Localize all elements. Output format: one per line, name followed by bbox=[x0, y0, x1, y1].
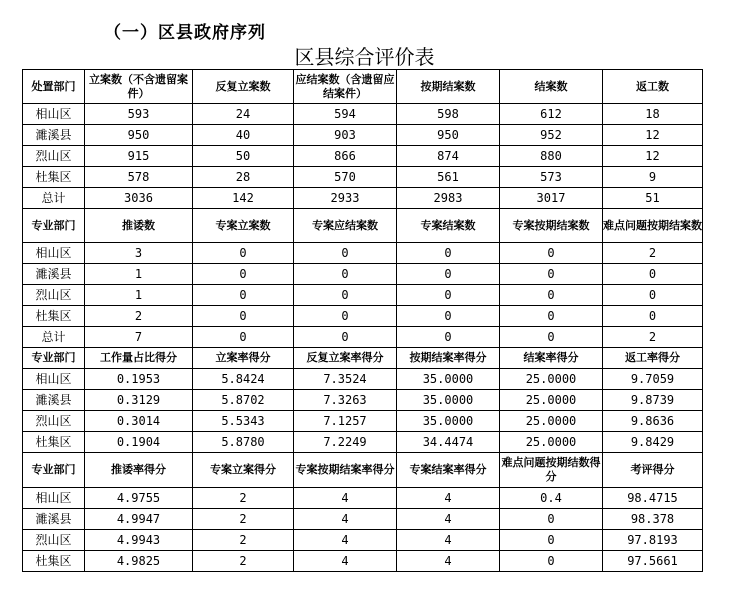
row-label: 杜集区 bbox=[23, 306, 85, 327]
section2-header-row bbox=[23, 209, 703, 243]
table-cell: 0 bbox=[500, 551, 603, 572]
table-title: 区县综合评价表 bbox=[294, 45, 435, 69]
table-cell: 0 bbox=[397, 285, 500, 306]
table-cell: 0 bbox=[193, 264, 294, 285]
table-cell: 98.378 bbox=[603, 509, 703, 530]
table-row bbox=[23, 146, 703, 167]
table-cell: 97.8193 bbox=[603, 530, 703, 551]
table-row bbox=[23, 530, 703, 551]
table-row bbox=[23, 167, 703, 188]
table-cell: 4 bbox=[294, 551, 397, 572]
table-cell: 35.0000 bbox=[397, 411, 500, 432]
row-label: 烈山区 bbox=[23, 411, 85, 432]
row-label: 烈山区 bbox=[23, 285, 85, 306]
table-cell: 4.9825 bbox=[85, 551, 193, 572]
table-cell: 25.0000 bbox=[500, 369, 603, 390]
table-row bbox=[23, 369, 703, 390]
column-header: 专案立案得分 bbox=[193, 453, 294, 488]
table-cell: 0 bbox=[603, 306, 703, 327]
table-cell: 0 bbox=[294, 327, 397, 348]
table-cell: 28 bbox=[193, 167, 294, 188]
table-cell: 4 bbox=[397, 488, 500, 509]
table-cell: 0.4 bbox=[500, 488, 603, 509]
table-row bbox=[23, 285, 703, 306]
column-header: 推诿数 bbox=[85, 209, 193, 243]
table-cell: 0 bbox=[294, 285, 397, 306]
table-cell: 3036 bbox=[85, 188, 193, 209]
table-cell: 7.2249 bbox=[294, 432, 397, 453]
table-cell: 0 bbox=[603, 285, 703, 306]
row-label: 濉溪县 bbox=[23, 390, 85, 411]
table-cell: 4.9943 bbox=[85, 530, 193, 551]
table-cell: 4 bbox=[294, 530, 397, 551]
table-cell: 5.8424 bbox=[193, 369, 294, 390]
table-cell: 25.0000 bbox=[500, 432, 603, 453]
table-cell: 142 bbox=[193, 188, 294, 209]
table-cell: 25.0000 bbox=[500, 390, 603, 411]
table-cell: 0 bbox=[397, 243, 500, 264]
table-cell: 2 bbox=[85, 306, 193, 327]
column-header: 返工率得分 bbox=[603, 348, 703, 369]
table-cell: 1 bbox=[85, 285, 193, 306]
table-row bbox=[23, 551, 703, 572]
column-header: 专案应结案数 bbox=[294, 209, 397, 243]
column-header: 专案立案数 bbox=[193, 209, 294, 243]
table-cell: 573 bbox=[500, 167, 603, 188]
table-cell: 0.1953 bbox=[85, 369, 193, 390]
column-header: 工作量占比得分 bbox=[85, 348, 193, 369]
table-cell: 4 bbox=[397, 509, 500, 530]
table-cell: 0 bbox=[500, 530, 603, 551]
row-label: 杜集区 bbox=[23, 551, 85, 572]
row-label: 烈山区 bbox=[23, 146, 85, 167]
column-header: 专业部门 bbox=[23, 348, 85, 369]
table-cell: 2983 bbox=[397, 188, 500, 209]
row-label: 杜集区 bbox=[23, 167, 85, 188]
table-cell: 5.8780 bbox=[193, 432, 294, 453]
table-cell: 0.1904 bbox=[85, 432, 193, 453]
evaluation-table bbox=[22, 69, 703, 572]
table-cell: 0 bbox=[294, 243, 397, 264]
table-cell: 7.1257 bbox=[294, 411, 397, 432]
table-cell: 34.4474 bbox=[397, 432, 500, 453]
table-cell: 950 bbox=[85, 125, 193, 146]
table-cell: 0.3014 bbox=[85, 411, 193, 432]
table-cell: 0 bbox=[397, 264, 500, 285]
table-cell: 7.3263 bbox=[294, 390, 397, 411]
section1-header-row bbox=[23, 70, 703, 104]
row-label: 相山区 bbox=[23, 369, 85, 390]
table-cell: 0 bbox=[500, 306, 603, 327]
table-row bbox=[23, 432, 703, 453]
table-row bbox=[23, 264, 703, 285]
row-label: 相山区 bbox=[23, 243, 85, 264]
table-row bbox=[23, 488, 703, 509]
column-header: 专业部门 bbox=[23, 209, 85, 243]
table-cell: 40 bbox=[193, 125, 294, 146]
table-cell: 2 bbox=[193, 530, 294, 551]
table-cell: 903 bbox=[294, 125, 397, 146]
table-cell: 7 bbox=[85, 327, 193, 348]
table-cell: 18 bbox=[603, 104, 703, 125]
table-row bbox=[23, 411, 703, 432]
table-cell: 7.3524 bbox=[294, 369, 397, 390]
table-cell: 0 bbox=[500, 327, 603, 348]
table-row bbox=[23, 125, 703, 146]
column-header: 考评得分 bbox=[603, 453, 703, 488]
table-cell: 612 bbox=[500, 104, 603, 125]
column-header: 立案率得分 bbox=[193, 348, 294, 369]
column-header: 专案结案率得分 bbox=[397, 453, 500, 488]
table-cell: 915 bbox=[85, 146, 193, 167]
table-cell: 1 bbox=[85, 264, 193, 285]
table-cell: 880 bbox=[500, 146, 603, 167]
table-row bbox=[23, 243, 703, 264]
column-header: 返工数 bbox=[603, 70, 703, 104]
table-cell: 98.4715 bbox=[603, 488, 703, 509]
table-cell: 12 bbox=[603, 125, 703, 146]
column-header: 难点问题按期结数得分 bbox=[500, 453, 603, 488]
table-cell: 4.9755 bbox=[85, 488, 193, 509]
table-cell: 5.5343 bbox=[193, 411, 294, 432]
table-cell: 0 bbox=[193, 306, 294, 327]
table-row bbox=[23, 306, 703, 327]
table-cell: 25.0000 bbox=[500, 411, 603, 432]
row-label: 相山区 bbox=[23, 104, 85, 125]
table-cell: 9.8739 bbox=[603, 390, 703, 411]
table-cell: 0 bbox=[500, 264, 603, 285]
row-label: 相山区 bbox=[23, 488, 85, 509]
row-label: 濉溪县 bbox=[23, 125, 85, 146]
column-header: 难点问题按期结案数 bbox=[603, 209, 703, 243]
column-header: 专案按期结案率得分 bbox=[294, 453, 397, 488]
table-cell: 4.9947 bbox=[85, 509, 193, 530]
table-cell: 4 bbox=[294, 509, 397, 530]
table-row bbox=[23, 509, 703, 530]
column-header: 处置部门 bbox=[23, 70, 85, 104]
column-header: 专案结案数 bbox=[397, 209, 500, 243]
table-cell: 0 bbox=[294, 306, 397, 327]
table-cell: 9.8429 bbox=[603, 432, 703, 453]
column-header: 结案率得分 bbox=[500, 348, 603, 369]
table-cell: 0 bbox=[500, 509, 603, 530]
table-cell: 0 bbox=[603, 264, 703, 285]
table-cell: 9.8636 bbox=[603, 411, 703, 432]
table-cell: 97.5661 bbox=[603, 551, 703, 572]
table-cell: 570 bbox=[294, 167, 397, 188]
table-cell: 866 bbox=[294, 146, 397, 167]
table-cell: 874 bbox=[397, 146, 500, 167]
table-cell: 594 bbox=[294, 104, 397, 125]
table-cell: 578 bbox=[85, 167, 193, 188]
row-label: 濉溪县 bbox=[23, 509, 85, 530]
column-header: 反复立案率得分 bbox=[294, 348, 397, 369]
table-cell: 2 bbox=[603, 243, 703, 264]
column-header: 反复立案数 bbox=[193, 70, 294, 104]
table-cell: 3017 bbox=[500, 188, 603, 209]
table-cell: 0 bbox=[193, 285, 294, 306]
table-row bbox=[23, 390, 703, 411]
column-header: 按期结案率得分 bbox=[397, 348, 500, 369]
column-header: 推诿率得分 bbox=[85, 453, 193, 488]
column-header: 结案数 bbox=[500, 70, 603, 104]
row-label: 总计 bbox=[23, 188, 85, 209]
table-cell: 4 bbox=[397, 530, 500, 551]
table-cell: 24 bbox=[193, 104, 294, 125]
table-cell: 593 bbox=[85, 104, 193, 125]
column-header: 专案按期结案数 bbox=[500, 209, 603, 243]
table-cell: 0 bbox=[397, 327, 500, 348]
table-cell: 12 bbox=[603, 146, 703, 167]
table-cell: 561 bbox=[397, 167, 500, 188]
table-cell: 2933 bbox=[294, 188, 397, 209]
table-row bbox=[23, 188, 703, 209]
row-label: 烈山区 bbox=[23, 530, 85, 551]
table-cell: 952 bbox=[500, 125, 603, 146]
section3-header-row bbox=[23, 348, 703, 369]
table-cell: 2 bbox=[193, 551, 294, 572]
row-label: 总计 bbox=[23, 327, 85, 348]
table-row bbox=[23, 104, 703, 125]
table-cell: 2 bbox=[193, 488, 294, 509]
table-cell: 598 bbox=[397, 104, 500, 125]
column-header: 应结案数（含遗留应结案件） bbox=[294, 70, 397, 104]
row-label: 杜集区 bbox=[23, 432, 85, 453]
table-cell: 9 bbox=[603, 167, 703, 188]
table-cell: 35.0000 bbox=[397, 369, 500, 390]
table-cell: 0 bbox=[193, 327, 294, 348]
table-cell: 2 bbox=[603, 327, 703, 348]
table-cell: 4 bbox=[294, 488, 397, 509]
table-cell: 0 bbox=[500, 243, 603, 264]
table-cell: 0 bbox=[500, 285, 603, 306]
column-header: 立案数（不含遗留案件） bbox=[85, 70, 193, 104]
table-cell: 0 bbox=[193, 243, 294, 264]
table-cell: 51 bbox=[603, 188, 703, 209]
table-cell: 950 bbox=[397, 125, 500, 146]
table-cell: 3 bbox=[85, 243, 193, 264]
row-label: 濉溪县 bbox=[23, 264, 85, 285]
section4-header-row bbox=[23, 453, 703, 488]
table-cell: 35.0000 bbox=[397, 390, 500, 411]
table-cell: 50 bbox=[193, 146, 294, 167]
column-header: 专业部门 bbox=[23, 453, 85, 488]
table-cell: 2 bbox=[193, 509, 294, 530]
column-header: 按期结案数 bbox=[397, 70, 500, 104]
table-cell: 4 bbox=[397, 551, 500, 572]
table-cell: 0 bbox=[397, 306, 500, 327]
section-heading: （一）区县政府序列 bbox=[104, 23, 266, 43]
table-row bbox=[23, 327, 703, 348]
table-cell: 0 bbox=[294, 264, 397, 285]
table-cell: 9.7059 bbox=[603, 369, 703, 390]
table-cell: 5.8702 bbox=[193, 390, 294, 411]
table-cell: 0.3129 bbox=[85, 390, 193, 411]
